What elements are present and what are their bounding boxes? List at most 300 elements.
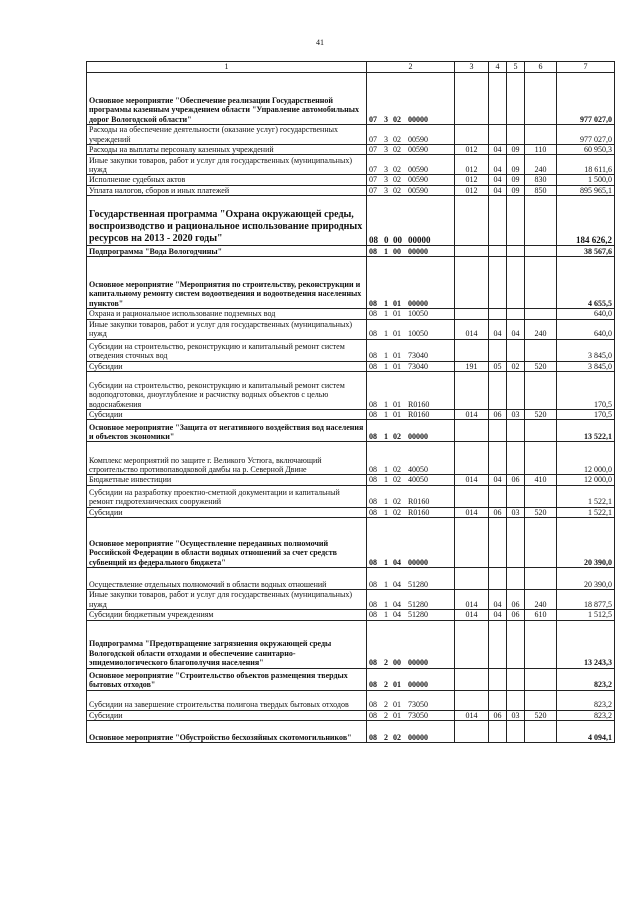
code-part: 1 bbox=[384, 465, 388, 475]
page-number: 41 bbox=[316, 38, 324, 47]
code-part: 08 bbox=[369, 361, 377, 371]
code-part: 1 bbox=[384, 309, 388, 319]
row-name: Основное мероприятие "Защита от негативного воздействия вод населения и объектов экономики" bbox=[87, 420, 367, 442]
table-header-row bbox=[87, 62, 615, 73]
row-col4 bbox=[489, 485, 507, 507]
row-name: Основное мероприятие "Обустройство бесхозяйных скотомогильников" bbox=[87, 721, 367, 743]
row-code bbox=[367, 155, 455, 175]
row-col4: 04 bbox=[489, 175, 507, 185]
code-part: 07 bbox=[369, 175, 377, 185]
row-amount: 1 522,1 bbox=[557, 485, 615, 507]
row-col5 bbox=[507, 246, 525, 257]
row-col5 bbox=[507, 442, 525, 475]
row-col4: 04 bbox=[489, 155, 507, 175]
code-part: 08 bbox=[369, 298, 377, 308]
code-part: 00000 bbox=[408, 298, 428, 308]
row-col6 bbox=[525, 73, 557, 125]
code-part: 07 bbox=[369, 134, 377, 144]
code-part: 04 bbox=[393, 579, 401, 589]
code-part: 02 bbox=[393, 145, 401, 154]
code-part: 01 bbox=[393, 710, 401, 720]
code-part: 0 bbox=[384, 234, 389, 245]
row-amount: 170,5 bbox=[557, 410, 615, 420]
row-code bbox=[367, 668, 455, 690]
row-code bbox=[367, 590, 455, 610]
row-col6 bbox=[525, 196, 557, 246]
row-amount: 20 390,0 bbox=[557, 568, 615, 590]
table-row bbox=[87, 690, 615, 710]
code-part: 02 bbox=[393, 497, 401, 507]
row-col4 bbox=[489, 257, 507, 309]
row-col4 bbox=[489, 668, 507, 690]
row-col3: 014 bbox=[455, 410, 489, 420]
code-part: 00590 bbox=[408, 134, 428, 144]
row-col6: 520 bbox=[525, 507, 557, 517]
row-col5: 06 bbox=[507, 475, 525, 485]
row-col5 bbox=[507, 420, 525, 442]
row-col3 bbox=[455, 257, 489, 309]
row-code bbox=[367, 185, 455, 195]
code-part: R0160 bbox=[408, 410, 430, 420]
row-col6: 520 bbox=[525, 410, 557, 420]
row-col3 bbox=[455, 518, 489, 568]
row-name: Субсидии bbox=[87, 410, 367, 420]
code-part: 01 bbox=[393, 680, 401, 690]
row-col4: 05 bbox=[489, 361, 507, 371]
row-name: Основное мероприятие "Мероприятия по строительству, реконструкции и капитальному ремонту систем водоотведения и водоотведения населенных пунктов" bbox=[87, 257, 367, 309]
row-col3: 014 bbox=[455, 610, 489, 620]
code-part: 00590 bbox=[408, 145, 428, 154]
code-part: 1 bbox=[384, 399, 388, 409]
table-row bbox=[87, 309, 615, 319]
row-col4 bbox=[489, 196, 507, 246]
code-part: 51280 bbox=[408, 610, 428, 620]
row-name: Субсидии на разработку проектно-сметной документации и капитальный ремонт гидротехнических сооружений bbox=[87, 485, 367, 507]
table-row bbox=[87, 668, 615, 690]
row-col6 bbox=[525, 257, 557, 309]
row-col3 bbox=[455, 420, 489, 442]
row-code bbox=[367, 257, 455, 309]
row-amount: 3 845,0 bbox=[557, 339, 615, 361]
row-col5 bbox=[507, 518, 525, 568]
row-col3 bbox=[455, 568, 489, 590]
row-code bbox=[367, 309, 455, 319]
code-part: 73040 bbox=[408, 361, 428, 371]
row-col4 bbox=[489, 339, 507, 361]
row-col3 bbox=[455, 339, 489, 361]
code-part: 00000 bbox=[408, 114, 428, 124]
code-part: 1 bbox=[384, 432, 388, 442]
row-name: Основное мероприятие "Осуществление переданных полномочий Российской Федерации в области водных отношений за счет средств субвенций из федерального бюджета" bbox=[87, 518, 367, 568]
row-amount: 977 027,0 bbox=[557, 73, 615, 125]
row-col5 bbox=[507, 668, 525, 690]
row-col3 bbox=[455, 246, 489, 257]
row-col4: 06 bbox=[489, 410, 507, 420]
row-col3: 014 bbox=[455, 590, 489, 610]
row-amount: 895 965,1 bbox=[557, 185, 615, 195]
code-part: 04 bbox=[393, 599, 401, 609]
row-code bbox=[367, 319, 455, 339]
row-col5 bbox=[507, 125, 525, 145]
table-row bbox=[87, 410, 615, 420]
row-col4: 04 bbox=[489, 319, 507, 339]
row-col5: 04 bbox=[507, 319, 525, 339]
row-col5: 06 bbox=[507, 590, 525, 610]
row-col5 bbox=[507, 339, 525, 361]
code-part: 08 bbox=[369, 579, 377, 589]
row-col5: 09 bbox=[507, 145, 525, 155]
table-row bbox=[87, 485, 615, 507]
table-row bbox=[87, 145, 615, 155]
row-col4: 04 bbox=[489, 145, 507, 155]
code-part: 00000 bbox=[408, 658, 428, 668]
row-name: Иные закупки товаров, работ и услуг для государственных (муниципальных) нужд bbox=[87, 155, 367, 175]
code-part: 1 bbox=[384, 599, 388, 609]
code-part: 08 bbox=[369, 507, 377, 517]
row-col6: 850 bbox=[525, 185, 557, 195]
row-code bbox=[367, 372, 455, 410]
code-part: 00590 bbox=[408, 185, 428, 195]
row-code bbox=[367, 361, 455, 371]
row-col5 bbox=[507, 721, 525, 743]
row-amount: 12 000,0 bbox=[557, 442, 615, 475]
header-cell: 6 bbox=[525, 62, 557, 73]
budget-table bbox=[86, 61, 615, 743]
code-part: 1 bbox=[384, 579, 388, 589]
row-amount: 4 094,1 bbox=[557, 721, 615, 743]
row-col6 bbox=[525, 721, 557, 743]
row-amount: 1 500,0 bbox=[557, 175, 615, 185]
row-code bbox=[367, 196, 455, 246]
row-col5 bbox=[507, 620, 525, 668]
code-part: 73050 bbox=[408, 700, 428, 710]
row-name: Комплекс мероприятий по защите г. Великого Устюга, включающий строительство противопаводковой дамбы на р. Северной Двине bbox=[87, 442, 367, 475]
row-amount: 20 390,0 bbox=[557, 518, 615, 568]
row-col5: 09 bbox=[507, 175, 525, 185]
code-part: 08 bbox=[369, 732, 377, 742]
row-col4 bbox=[489, 246, 507, 257]
row-col3: 014 bbox=[455, 507, 489, 517]
row-amount: 640,0 bbox=[557, 309, 615, 319]
row-amount: 13 243,3 bbox=[557, 620, 615, 668]
code-part: 08 bbox=[369, 557, 377, 567]
row-code bbox=[367, 442, 455, 475]
row-col5 bbox=[507, 372, 525, 410]
row-col5 bbox=[507, 257, 525, 309]
row-col5: 03 bbox=[507, 410, 525, 420]
code-part: 04 bbox=[393, 557, 401, 567]
row-code bbox=[367, 339, 455, 361]
row-amount: 977 027,0 bbox=[557, 125, 615, 145]
row-col3: 012 bbox=[455, 155, 489, 175]
row-name: Иные закупки товаров, работ и услуг для государственных (муниципальных) нужд bbox=[87, 590, 367, 610]
code-part: 02 bbox=[393, 175, 401, 185]
header-cell: 4 bbox=[489, 62, 507, 73]
code-part: 1 bbox=[384, 497, 388, 507]
row-col5: 02 bbox=[507, 361, 525, 371]
header-cell: 3 bbox=[455, 62, 489, 73]
code-part: 02 bbox=[393, 134, 401, 144]
code-part: 10050 bbox=[408, 329, 428, 339]
code-part: 2 bbox=[384, 680, 388, 690]
code-part: 08 bbox=[369, 399, 377, 409]
table-row bbox=[87, 507, 615, 517]
code-part: 07 bbox=[369, 165, 377, 174]
table-row bbox=[87, 721, 615, 743]
row-amount: 640,0 bbox=[557, 319, 615, 339]
row-col4: 04 bbox=[489, 590, 507, 610]
row-col6: 610 bbox=[525, 610, 557, 620]
code-part: 3 bbox=[384, 175, 388, 185]
row-col4: 04 bbox=[489, 185, 507, 195]
code-part: 07 bbox=[369, 185, 377, 195]
row-name: Осуществление отдельных полномочий в области водных отношений bbox=[87, 568, 367, 590]
row-name: Субсидии бюджетным учреждениям bbox=[87, 610, 367, 620]
row-code bbox=[367, 410, 455, 420]
row-col6: 240 bbox=[525, 590, 557, 610]
row-col6: 240 bbox=[525, 155, 557, 175]
row-code bbox=[367, 420, 455, 442]
row-code bbox=[367, 518, 455, 568]
row-col3 bbox=[455, 721, 489, 743]
code-part: 08 bbox=[369, 465, 377, 475]
row-col6 bbox=[525, 568, 557, 590]
row-col6: 410 bbox=[525, 475, 557, 485]
code-part: R0160 bbox=[408, 507, 430, 517]
row-code bbox=[367, 568, 455, 590]
code-part: 01 bbox=[393, 700, 401, 710]
row-code bbox=[367, 485, 455, 507]
row-col3 bbox=[455, 690, 489, 710]
code-part: 02 bbox=[393, 465, 401, 475]
table-row bbox=[87, 420, 615, 442]
row-col3 bbox=[455, 309, 489, 319]
code-part: 1 bbox=[384, 557, 388, 567]
row-col5 bbox=[507, 73, 525, 125]
code-part: 1 bbox=[384, 507, 388, 517]
row-col3: 191 bbox=[455, 361, 489, 371]
row-col6 bbox=[525, 125, 557, 145]
code-part: 1 bbox=[384, 475, 388, 485]
table-row bbox=[87, 175, 615, 185]
row-code bbox=[367, 690, 455, 710]
code-part: 08 bbox=[369, 700, 377, 710]
row-name: Бюджетные инвестиции bbox=[87, 475, 367, 485]
code-part: 1 bbox=[384, 410, 388, 420]
table-row bbox=[87, 257, 615, 309]
row-name: Субсидии на завершение строительства полигона твердых бытовых отходов bbox=[87, 690, 367, 710]
code-part: 00000 bbox=[408, 732, 428, 742]
row-name: Государственная программа "Охрана окружающей среды, воспроизводство и рациональное использование природных ресурсов на 2013 - 2020 годы" bbox=[87, 196, 367, 246]
row-col6: 520 bbox=[525, 710, 557, 720]
row-name: Субсидии на строительство, реконструкцию и капитальный ремонт систем водоподготовки, дноуглубление и расчистку водных объектов с целью водоснабжения bbox=[87, 372, 367, 410]
row-col3: 014 bbox=[455, 710, 489, 720]
row-col6: 240 bbox=[525, 319, 557, 339]
code-part: 08 bbox=[369, 246, 377, 256]
header-cell: 2 bbox=[367, 62, 455, 73]
row-amount: 3 845,0 bbox=[557, 361, 615, 371]
row-amount: 13 522,1 bbox=[557, 420, 615, 442]
code-part: 1 bbox=[384, 610, 388, 620]
code-part: 08 bbox=[369, 329, 377, 339]
row-col4 bbox=[489, 420, 507, 442]
table-row bbox=[87, 185, 615, 195]
row-name: Расходы на выплаты персоналу казенных учреждений bbox=[87, 145, 367, 155]
row-name: Подпрограмма "Предотвращение загрязнения окружающей среды Вологодской области отходами и обеспечение санитарно-эпидемиологического благополучия населения" bbox=[87, 620, 367, 668]
code-part: 00590 bbox=[408, 165, 428, 174]
row-col5: 09 bbox=[507, 155, 525, 175]
row-col5: 03 bbox=[507, 507, 525, 517]
row-col5: 03 bbox=[507, 710, 525, 720]
code-part: 02 bbox=[393, 732, 401, 742]
row-amount: 823,2 bbox=[557, 690, 615, 710]
row-code bbox=[367, 246, 455, 257]
row-col5 bbox=[507, 309, 525, 319]
row-amount: 4 655,5 bbox=[557, 257, 615, 309]
row-col3 bbox=[455, 125, 489, 145]
row-amount: 823,2 bbox=[557, 710, 615, 720]
code-part: 08 bbox=[369, 599, 377, 609]
code-part: 01 bbox=[393, 309, 401, 319]
row-name: Основное мероприятие "Строительство объектов размещения твердых бытовых отходов" bbox=[87, 668, 367, 690]
code-part: 73050 bbox=[408, 710, 428, 720]
row-col6 bbox=[525, 620, 557, 668]
row-col6 bbox=[525, 420, 557, 442]
row-col3: 012 bbox=[455, 145, 489, 155]
code-part: 08 bbox=[369, 610, 377, 620]
code-part: 00 bbox=[393, 234, 402, 245]
row-code bbox=[367, 507, 455, 517]
code-part: 07 bbox=[369, 114, 377, 124]
code-part: 02 bbox=[393, 114, 401, 124]
code-part: 73040 bbox=[408, 351, 428, 361]
table-row bbox=[87, 620, 615, 668]
row-col4 bbox=[489, 620, 507, 668]
row-col3 bbox=[455, 668, 489, 690]
row-name: Исполнение судебных актов bbox=[87, 175, 367, 185]
code-part: 2 bbox=[384, 658, 388, 668]
code-part: 3 bbox=[384, 165, 388, 174]
row-col6 bbox=[525, 668, 557, 690]
code-part: 02 bbox=[393, 185, 401, 195]
code-part: 00000 bbox=[408, 557, 428, 567]
row-amount: 12 000,0 bbox=[557, 475, 615, 485]
row-col3 bbox=[455, 442, 489, 475]
row-name: Иные закупки товаров, работ и услуг для государственных (муниципальных) нужд bbox=[87, 319, 367, 339]
row-col4 bbox=[489, 690, 507, 710]
row-col6 bbox=[525, 442, 557, 475]
table-row bbox=[87, 710, 615, 720]
table-row bbox=[87, 319, 615, 339]
code-part: 3 bbox=[384, 114, 388, 124]
code-part: 02 bbox=[393, 165, 401, 174]
row-col5 bbox=[507, 196, 525, 246]
row-col3 bbox=[455, 73, 489, 125]
row-amount: 18 611,6 bbox=[557, 155, 615, 175]
header-cell: 7 bbox=[557, 62, 615, 73]
row-code bbox=[367, 610, 455, 620]
row-amount: 1 522,1 bbox=[557, 507, 615, 517]
row-col5 bbox=[507, 485, 525, 507]
code-part: 2 bbox=[384, 732, 388, 742]
row-col4 bbox=[489, 73, 507, 125]
table-row bbox=[87, 339, 615, 361]
code-part: 08 bbox=[369, 432, 377, 442]
table-row bbox=[87, 155, 615, 175]
row-amount: 184 626,2 bbox=[557, 196, 615, 246]
code-part: 51280 bbox=[408, 599, 428, 609]
code-part: 04 bbox=[393, 610, 401, 620]
code-part: 01 bbox=[393, 361, 401, 371]
row-col5 bbox=[507, 690, 525, 710]
row-col6: 830 bbox=[525, 175, 557, 185]
row-code bbox=[367, 710, 455, 720]
code-part: 01 bbox=[393, 298, 401, 308]
table-row bbox=[87, 196, 615, 246]
code-part: 3 bbox=[384, 134, 388, 144]
row-col6 bbox=[525, 690, 557, 710]
row-name: Расходы на обеспечение деятельности (оказание услуг) государственных учреждений bbox=[87, 125, 367, 145]
code-part: 08 bbox=[369, 710, 377, 720]
code-part: R0160 bbox=[408, 497, 430, 507]
row-amount: 170,5 bbox=[557, 372, 615, 410]
code-part: 08 bbox=[369, 658, 377, 668]
code-part: 08 bbox=[369, 475, 377, 485]
header-cell: 5 bbox=[507, 62, 525, 73]
row-col3: 014 bbox=[455, 475, 489, 485]
table-row bbox=[87, 518, 615, 568]
row-col5: 06 bbox=[507, 610, 525, 620]
row-code bbox=[367, 175, 455, 185]
row-col3: 012 bbox=[455, 185, 489, 195]
code-part: 00590 bbox=[408, 175, 428, 185]
row-col4 bbox=[489, 721, 507, 743]
row-col6 bbox=[525, 372, 557, 410]
code-part: 01 bbox=[393, 329, 401, 339]
code-part: 00000 bbox=[408, 432, 428, 442]
row-col4: 04 bbox=[489, 610, 507, 620]
row-amount: 38 567,6 bbox=[557, 246, 615, 257]
code-part: 08 bbox=[369, 680, 377, 690]
row-col4 bbox=[489, 372, 507, 410]
row-col6 bbox=[525, 309, 557, 319]
code-part: 07 bbox=[369, 145, 377, 154]
code-part: 1 bbox=[384, 361, 388, 371]
code-part: 02 bbox=[393, 432, 401, 442]
table-row bbox=[87, 372, 615, 410]
row-name: Субсидии на строительство, реконструкцию и капитальный ремонт систем отведения сточных вод bbox=[87, 339, 367, 361]
code-part: 08 bbox=[369, 234, 378, 245]
row-code bbox=[367, 73, 455, 125]
table-row bbox=[87, 361, 615, 371]
row-col3: 014 bbox=[455, 319, 489, 339]
code-part: 02 bbox=[393, 507, 401, 517]
row-name: Охрана и рациональное использование подземных вод bbox=[87, 309, 367, 319]
row-col5: 09 bbox=[507, 185, 525, 195]
row-col4 bbox=[489, 568, 507, 590]
row-col4: 04 bbox=[489, 475, 507, 485]
table-row bbox=[87, 73, 615, 125]
code-part: 00 bbox=[393, 658, 401, 668]
code-part: 00000 bbox=[408, 680, 428, 690]
row-amount: 823,2 bbox=[557, 668, 615, 690]
code-part: 2 bbox=[384, 710, 388, 720]
code-part: 02 bbox=[393, 475, 401, 485]
header-cell: 1 bbox=[87, 62, 367, 73]
row-col3 bbox=[455, 196, 489, 246]
row-col6 bbox=[525, 246, 557, 257]
code-part: R0160 bbox=[408, 399, 430, 409]
